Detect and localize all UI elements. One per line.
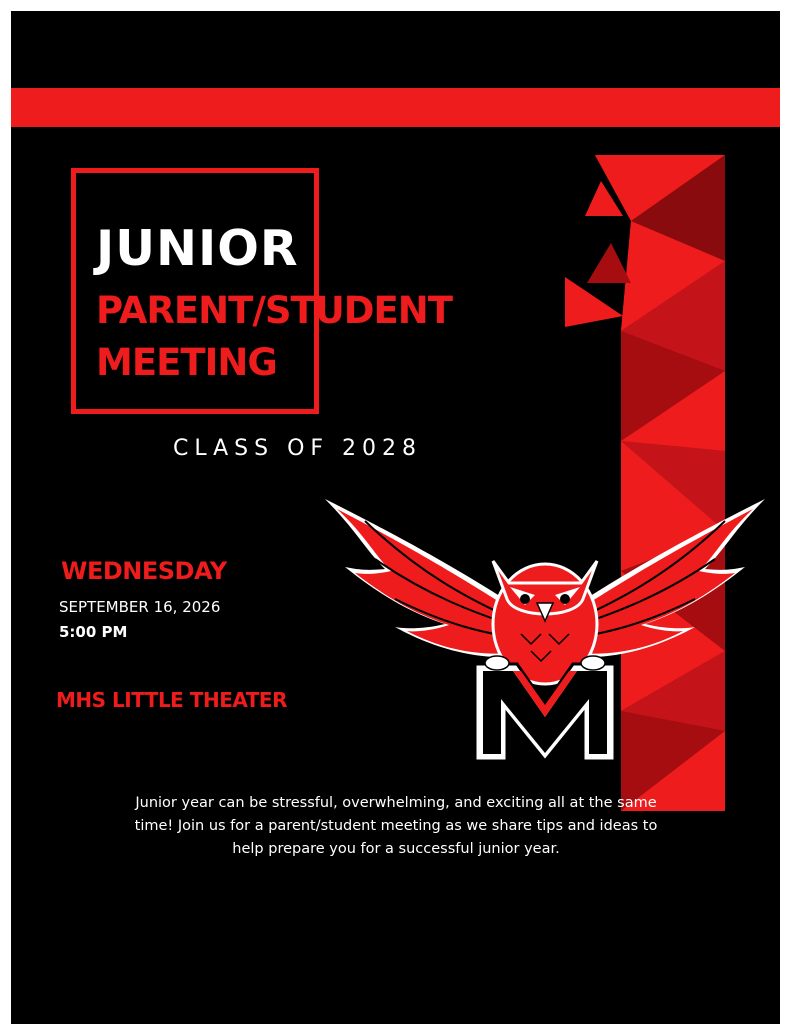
subtitle-meeting: MEETING xyxy=(96,341,277,384)
meeting-time: 5:00 PM xyxy=(59,623,128,641)
meeting-location: MHS LITTLE THEATER xyxy=(56,688,287,712)
meeting-date: SEPTEMBER 16, 2026 xyxy=(59,598,221,616)
owl-mascot-icon xyxy=(325,499,765,769)
meeting-day: WEDNESDAY xyxy=(61,557,227,585)
event-description: Junior year can be stressful, overwhelming, and exciting all at the same time! Join us for a parent/student meeting as we share tips and ideas to help prepare you for a successful junior year. xyxy=(134,795,658,857)
flyer-poster xyxy=(11,11,780,1024)
subtitle-parent-student: PARENT/STUDENT xyxy=(96,289,452,332)
class-of-label: CLASS OF 2028 xyxy=(173,436,423,461)
title-junior: JUNIOR xyxy=(96,220,299,277)
